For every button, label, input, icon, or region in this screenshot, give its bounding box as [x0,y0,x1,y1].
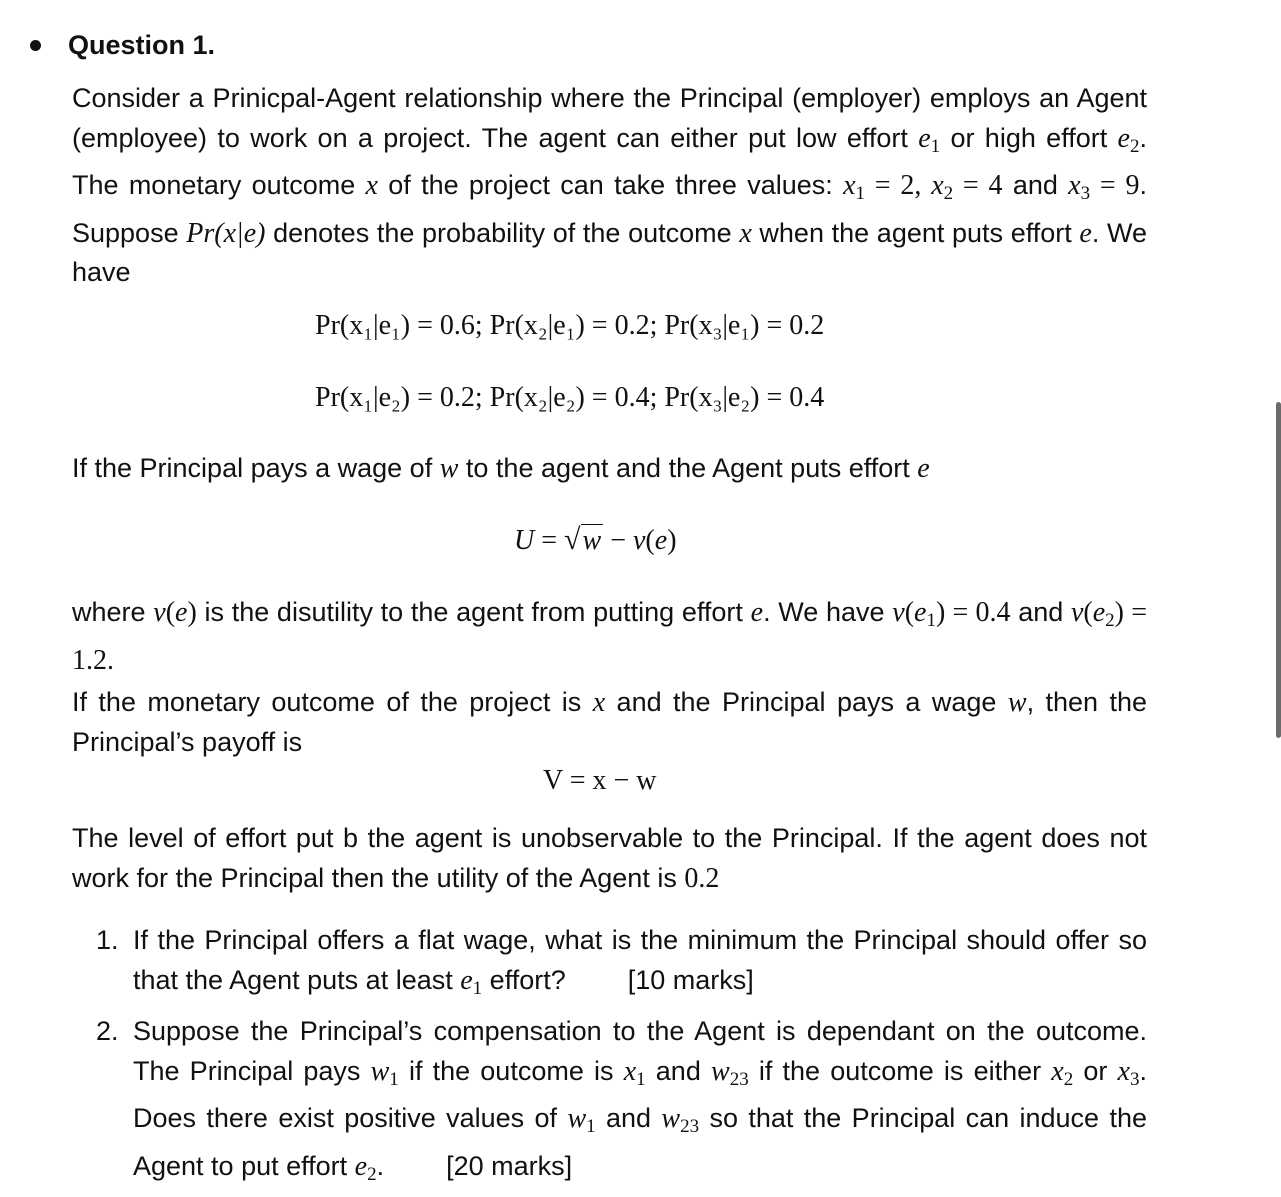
list-item-number: 1. [96,925,119,955]
disutility-paragraph: where v(e) is the disutility to the agent from putting effort e. We have $v(e_1) = 0.4$ and $v(e_2) = 1.2$. [72,597,1147,676]
marks-label: [10 marks] [627,964,754,995]
probability-equation-e2: Pr(x₁|e₂) = 0.2; Pr(x₂|e₂) = 0.4; Pr(x₃|e₂) = 0.4 [315,382,825,413]
payoff-paragraph: If the monetary outcome of the project is x and the Principal pays a wage w, then the Principal’s payoff is [72,687,1148,757]
unobservable-paragraph: The level of effort put b the agent is unobservable to the Principal. If the agent does not work for the Principal then the utility of the Agent is 0.2 [72,823,1147,894]
list-item: 2. Suppose the Principal’s compensation to the Agent is dependant on the outcome. The Principal pays $w_1$ if the outcome is $x_1$ and $w_{23}$ if the outcome is either $x_2$ or $x_3$. Does there exist positive values of $w_1$ and $w_{23}$ so that the Principal can induce the Agent to put effort $e_2$. [20 marks] [96,1012,1147,1194]
intro-paragraph: Consider a Prinicpal-Agent relationship where the Principal (employer) employs an Agent (employee) to work on a project. The agent can either put low effort $e_1$ or high effort $e_2$. The monetary outcome x of the project can take three values: $x_1 = 2$, $x_2 = 4$ and $x_3 = 9$. Suppose Pr(x|e) denotes the probability of the outcome x when the agent puts effort e. We have [72,83,1148,287]
utility-equation: U = √w − v(e) [514,523,677,556]
scrollbar[interactable] [1276,402,1281,738]
marks-label: [20 marks] [446,1150,573,1181]
bullet-icon [30,40,41,51]
question-heading [30,30,215,61]
wage-paragraph: If the Principal pays a wage of w to the agent and the Agent puts effort e [72,453,930,484]
probability-equation-e1: Pr(x₁|e₁) = 0.6; Pr(x₂|e₁) = 0.2; Pr(x₃|e₁) = 0.2 [315,310,825,341]
payoff-equation: V = x − w [543,765,657,796]
list-item-number: 2. [96,1016,119,1046]
question-title: Question 1. [68,30,216,60]
list-item: 1. If the Principal offers a flat wage, what is the minimum the Principal should offer so that the Agent puts at least $e_1$ effort? [10 marks] [96,921,1147,1008]
